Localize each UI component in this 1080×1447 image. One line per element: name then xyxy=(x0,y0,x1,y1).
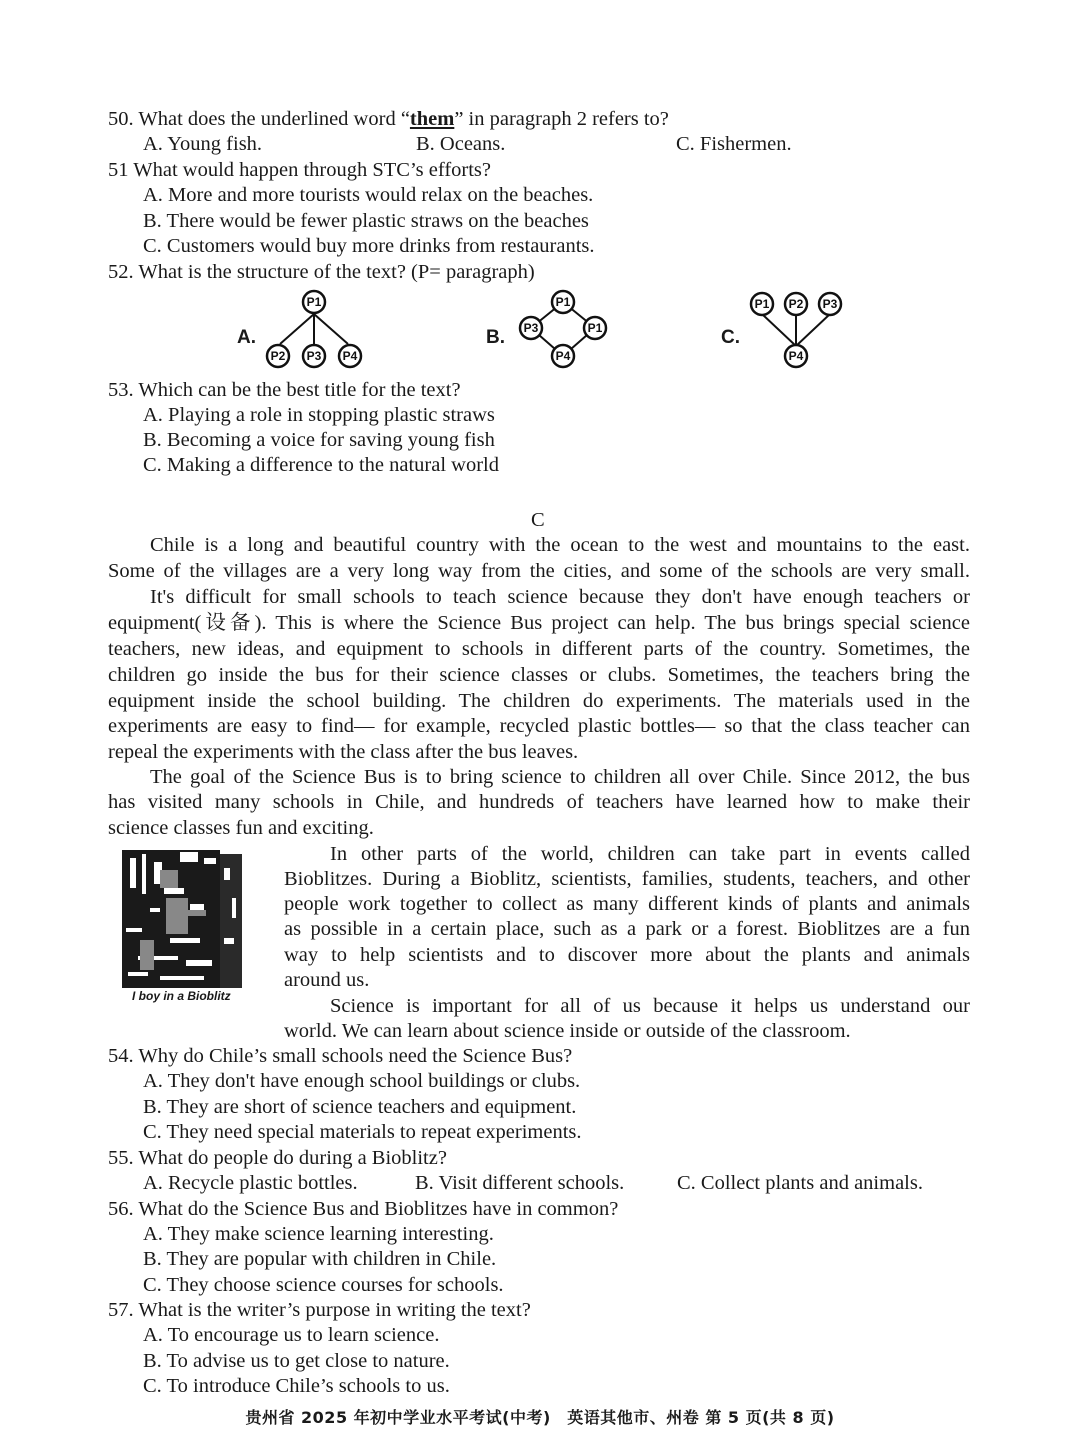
q57-option-a: A. To encourage us to learn science. xyxy=(143,1324,440,1346)
passage-p2-line-5: equipment inside the school building. The children do experiments. The materials used in the xyxy=(108,690,970,712)
passage-p3-line-1: The goal of the Science Bus is to bring science to children all over Chile. Since 2012, the bus xyxy=(150,766,970,788)
q52-label-b: B. xyxy=(486,327,505,348)
q56-option-c: C. They choose science courses for schools. xyxy=(143,1274,504,1296)
q55-option-a: A. Recycle plastic bottles. xyxy=(143,1172,358,1194)
section-c-heading: C xyxy=(531,509,545,531)
q56-option-b: B. They are popular with children in Chile. xyxy=(143,1248,497,1270)
passage-p4-line-2: Bioblitzes. During a Bioblitz, scientists, families, students, teachers, and other xyxy=(284,868,970,890)
passage-p2-line-7: repeal the experiments with the class after the bus leaves. xyxy=(108,741,579,763)
q52-diagram-a xyxy=(262,288,366,372)
q52-c-top-node-2: P2 xyxy=(788,297,804,311)
q56-stem: 56. What do the Science Bus and Bioblitzes have in common? xyxy=(108,1198,619,1220)
q50-option-b: B. Oceans. xyxy=(416,133,506,155)
q54-option-a: A. They don't have enough school buildings or clubs. xyxy=(143,1070,581,1092)
q54-option-c: C. They need special materials to repeat experiments. xyxy=(143,1121,582,1143)
q51-option-b: B. There would be fewer plastic straws on the beaches xyxy=(143,210,589,232)
passage-p2-line-3: teachers, new ideas, and equipment to schools in different parts of the country. Sometimes, the xyxy=(108,638,970,660)
q55-option-b: B. Visit different schools. xyxy=(415,1172,625,1194)
passage-p3-line-2: has visited many schools in Chile, and hundreds of teachers have learned how to make their xyxy=(108,791,970,813)
q52-c-top-node-1: P1 xyxy=(754,297,770,311)
page-footer: 贵州省 2025 年初中学业水平考试(中考) 英语其他市、州卷 第 5 页(共 8 页) xyxy=(245,1408,835,1427)
q51-stem: 51 What would happen through STC’s efforts? xyxy=(108,159,491,181)
q50-stem-pre: 50. What does the underlined word “ xyxy=(108,108,410,130)
q52-stem: 52. What is the structure of the text? (P= paragraph) xyxy=(108,261,535,283)
q52-label-c: C. xyxy=(721,327,740,348)
bioblitz-photo xyxy=(120,848,250,990)
q55-option-c: C. Collect plants and animals. xyxy=(677,1172,923,1194)
passage-p5-line-2: world. We can learn about science inside or outside of the classroom. xyxy=(284,1020,851,1042)
q52-diagram-c xyxy=(746,288,846,372)
q50-option-c: C. Fishermen. xyxy=(676,133,792,155)
q50-underlined-word: them xyxy=(409,108,455,130)
passage-p4-line-4: as possible in a certain place, such as a park or a forest. Bioblitzes are a fun xyxy=(284,918,970,940)
passage-p2-line-2: equipment(设备). This is where the Science Bus project can help. The bus brings special science xyxy=(108,612,970,634)
q52-a-bottom-node-1: P2 xyxy=(270,349,286,363)
passage-p1-line-1: Chile is a long and beautiful country with the ocean to the west and mountains to the east. xyxy=(150,534,970,556)
q56-option-a: A. They make science learning interesting. xyxy=(143,1223,494,1245)
q52-b-bottom-node: P4 xyxy=(555,349,571,363)
passage-p2-line-6: experiments are easy to find— for example, recycled plastic bottles— so that the class teacher can xyxy=(108,715,970,737)
q52-c-top-node-3: P3 xyxy=(822,297,838,311)
q52-label-a: A. xyxy=(237,327,256,348)
q53-stem: 53. Which can be the best title for the text? xyxy=(108,379,461,401)
q53-option-b: B. Becoming a voice for saving young fish xyxy=(143,429,495,451)
passage-p2-line-4: children go inside the bus for their science classes or clubs. Sometimes, the teachers bring the xyxy=(108,664,970,686)
passage-p2-line-1: It's difficult for small schools to teach science because they don't have enough teachers or xyxy=(150,586,970,608)
q51-option-c: C. Customers would buy more drinks from restaurants. xyxy=(143,235,595,257)
q51-option-a: A. More and more tourists would relax on the beaches. xyxy=(143,184,594,206)
passage-p4-line-5: way to help scientists and to discover more about the plants and animals xyxy=(284,944,970,966)
q53-option-c: C. Making a difference to the natural world xyxy=(143,454,499,476)
q52-c-bottom-node: P4 xyxy=(788,349,804,363)
passage-p4-line-6: around us. xyxy=(284,969,370,991)
q52-b-left-node: P3 xyxy=(523,321,539,335)
q55-stem: 55. What do people do during a Bioblitz? xyxy=(108,1147,447,1169)
photo-caption: I boy in a Bioblitz xyxy=(132,989,231,1003)
q52-b-top-node: P1 xyxy=(555,295,571,309)
q52-b-right-node: P1 xyxy=(587,321,603,335)
q53-option-a: A. Playing a role in stopping plastic straws xyxy=(143,404,495,426)
q57-stem: 57. What is the writer’s purpose in writing the text? xyxy=(108,1299,531,1321)
q52-a-bottom-node-2: P3 xyxy=(306,349,322,363)
q50-stem xyxy=(108,107,669,132)
q50-option-a: A. Young fish. xyxy=(143,133,263,155)
passage-p3-line-3: science classes fun and exciting. xyxy=(108,817,374,839)
passage-p4-line-3: people work together to collect as many different kinds of plants and animals xyxy=(284,893,970,915)
q52-diagram-b xyxy=(513,288,613,372)
q54-stem: 54. Why do Chile’s small schools need the Science Bus? xyxy=(108,1045,573,1067)
q57-option-b: B. To advise us to get close to nature. xyxy=(143,1350,450,1372)
passage-p4-line-1: In other parts of the world, children can take part in events called xyxy=(330,843,970,865)
q52-a-bottom-node-3: P4 xyxy=(342,349,358,363)
q50-stem-post: ” in paragraph 2 refers to? xyxy=(454,108,669,130)
q54-option-b: B. They are short of science teachers and equipment. xyxy=(143,1096,577,1118)
q52-a-top-node: P1 xyxy=(306,295,322,309)
q57-option-c: C. To introduce Chile’s schools to us. xyxy=(143,1375,450,1397)
passage-p1-line-2: Some of the villages are a very long way from the cities, and some of the schools are very small. xyxy=(108,560,970,582)
passage-p5-line-1: Science is important for all of us because it helps us understand our xyxy=(330,995,970,1017)
